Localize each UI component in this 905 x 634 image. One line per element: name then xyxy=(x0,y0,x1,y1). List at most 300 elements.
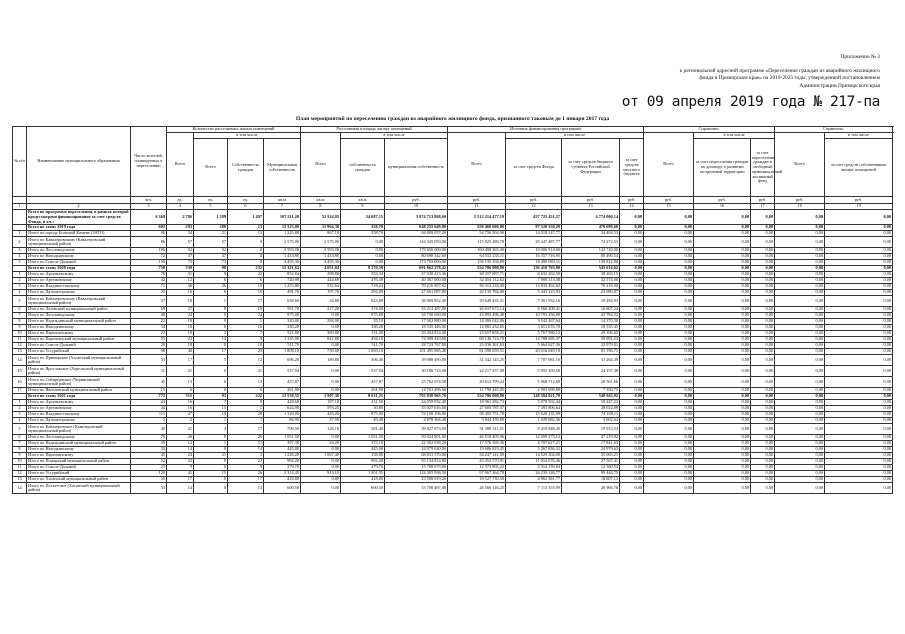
value-cell: 44 xyxy=(131,400,167,406)
col-area-total: Всего xyxy=(301,133,341,197)
municipality-name: Итого по Артемовскому xyxy=(27,406,131,412)
value-cell: 3 542 467,64 xyxy=(506,319,562,325)
municipality-name: Итого по Находкинскому xyxy=(27,447,131,453)
value-cell: 52 524,05 xyxy=(301,210,341,225)
value-cell: 0,00 xyxy=(825,355,893,366)
value-cell: 537,94 xyxy=(264,366,301,377)
row-number: 6 xyxy=(13,307,27,313)
value-cell: 0,00 xyxy=(620,272,644,278)
value-cell: 0,00 xyxy=(825,412,893,418)
col-area-citizens: собственность граждан xyxy=(341,139,385,197)
value-cell: 0,00 xyxy=(620,483,644,494)
value-cell: 623,80 xyxy=(341,296,385,307)
value-cell: 548 943,92 xyxy=(562,394,620,400)
value-cell: 0,00 xyxy=(825,296,893,307)
value-cell: 15 700 679,80 xyxy=(385,465,448,471)
value-cell: 369,80 xyxy=(301,331,341,337)
value-cell: 0 xyxy=(194,366,228,377)
value-cell: 12 373 905,22 xyxy=(448,465,506,471)
value-cell: 0,00 xyxy=(825,231,893,237)
value-cell: 37,50 xyxy=(301,418,341,424)
value-cell: 1 xyxy=(194,418,228,424)
value-cell: 33 214 487,80 xyxy=(385,307,448,313)
value-cell: 0,00 xyxy=(775,418,825,424)
value-cell: 532,64 xyxy=(301,284,341,290)
value-cell: 1 320,20 xyxy=(264,412,301,418)
value-cell: 0,00 xyxy=(694,237,751,248)
value-cell: 1 xyxy=(228,319,264,325)
value-cell: 25 702 074,58 xyxy=(385,377,448,388)
value-cell: 3 xyxy=(194,331,228,337)
value-cell: 0,00 xyxy=(694,248,751,254)
value-cell: 17 xyxy=(167,355,194,366)
value-cell: 60 140 723,70 xyxy=(448,337,506,343)
col-rooms-total-incl: Всего xyxy=(194,139,228,197)
value-cell: 0,00 xyxy=(620,210,644,225)
value-cell: 0,00 xyxy=(644,400,694,406)
value-cell: 0,00 xyxy=(751,377,775,388)
value-cell: 30 196 723,96 xyxy=(385,366,448,377)
value-cell: 0,00 xyxy=(825,272,893,278)
value-cell: 648 255 649,80 xyxy=(385,225,448,231)
value-cell: 5 974 713 868,60 xyxy=(385,210,448,225)
value-cell: 0,00 xyxy=(644,459,694,465)
appendix-line: к региональной адресной программе «Переселение граждан из аварийного жилищного xyxy=(679,68,880,75)
value-cell: 0,00 xyxy=(825,406,893,412)
value-cell: 0,00 xyxy=(775,331,825,337)
col-ref2-total: Всего xyxy=(775,133,825,197)
value-cell: 0,00 xyxy=(644,349,694,355)
value-cell: 444,69 xyxy=(301,278,341,284)
group-reference-1: Справочно: xyxy=(644,127,775,133)
value-cell: 545 614,62 xyxy=(562,266,620,272)
value-cell: 24 979,63 xyxy=(562,447,620,453)
value-cell: 0,00 xyxy=(825,290,893,296)
value-cell: 1 301,35 xyxy=(341,471,385,477)
table-row xyxy=(13,377,893,388)
value-cell: 1 067,40 xyxy=(301,453,341,459)
value-cell: 0,00 xyxy=(775,483,825,494)
value-cell: 28 022,09 xyxy=(562,406,620,412)
municipality-name: Итого по Хасанский муниципальный район xyxy=(27,477,131,483)
value-cell: 26 xyxy=(228,471,264,477)
municipality-name: Всего по этапу 2020 года xyxy=(27,266,131,272)
value-cell: 0,00 xyxy=(620,435,644,441)
value-cell: 10 xyxy=(167,331,194,337)
value-cell: 196 xyxy=(131,248,167,254)
value-cell: 0 xyxy=(194,377,228,388)
appendix-line: фонда в Приморском крае» на 2019-2025 годы, утвержденной постановлением xyxy=(699,75,880,82)
value-cell: 15 xyxy=(131,388,167,394)
row-number: 9 xyxy=(13,453,27,459)
value-cell: 1 433,90 xyxy=(301,254,341,260)
value-cell: 86,90 xyxy=(264,418,301,424)
value-cell: 17 841,63 xyxy=(562,441,620,447)
value-cell: 0,00 xyxy=(301,343,341,349)
value-cell: 0,00 xyxy=(644,296,694,307)
value-cell: 0,00 xyxy=(694,349,751,355)
value-cell: 21 xyxy=(228,366,264,377)
municipality-name: Итого по Владивостокскому xyxy=(27,412,131,418)
municipality-name: Итого по Кавалеровскому (Кавалеровский муниципальный район) xyxy=(27,296,131,307)
group-rooms: Количество расселяемых жилых помещений xyxy=(167,127,301,133)
value-cell: 12 xyxy=(228,355,264,366)
value-cell: 26 xyxy=(167,435,194,441)
col-n: № п/п xyxy=(13,127,27,197)
value-cell: 4 051,04 xyxy=(301,266,341,272)
column-index-cell: 17 xyxy=(751,204,775,210)
value-cell: 81 398 659,51 xyxy=(448,349,506,355)
value-cell: 179 650 000,00 xyxy=(385,248,448,254)
value-cell: 0,00 xyxy=(694,388,751,394)
row-number: 9 xyxy=(13,325,27,331)
value-cell: 0,00 xyxy=(751,260,775,266)
value-cell: 35 027 616,00 xyxy=(385,406,448,412)
value-cell: 0,00 xyxy=(825,349,893,355)
group-finance: Источник финансирования программы xyxy=(448,127,644,133)
value-cell: 31 388 311,01 xyxy=(448,424,506,435)
value-cell: 0,00 xyxy=(644,447,694,453)
row-number: 2 xyxy=(13,406,27,412)
value-cell: 0,00 xyxy=(825,441,893,447)
value-cell: 0,00 xyxy=(775,313,825,319)
col-ref2-a: за счет средств собственников жилых помещений xyxy=(825,139,893,197)
value-cell: 13 xyxy=(167,377,194,388)
value-cell: 22 979,01 xyxy=(562,343,620,349)
value-cell: 0,00 xyxy=(775,465,825,471)
municipality-name: Итого по Партизанскому xyxy=(27,453,131,459)
column-index-cell: 5 xyxy=(194,204,228,210)
value-cell: 0,00 xyxy=(620,325,644,331)
value-cell: 9 xyxy=(194,319,228,325)
municipality-name: Итого по Ярославское (Хорольский муниципальный район) xyxy=(27,366,131,377)
value-cell: 22 xyxy=(131,319,167,325)
value-cell: 1 xyxy=(194,441,228,447)
value-cell: 197,70 xyxy=(301,290,341,296)
value-cell: 0,00 xyxy=(644,453,694,459)
value-cell: 0,00 xyxy=(775,412,825,418)
value-cell: 32 454 112,62 xyxy=(448,278,506,284)
value-cell: 19 247,23 xyxy=(562,400,620,406)
value-cell: 80 698 342,60 xyxy=(385,254,448,260)
group-reference-2: Справочно: xyxy=(775,127,893,133)
value-cell: 0,00 xyxy=(775,459,825,465)
value-cell: 0,00 xyxy=(644,266,694,272)
value-cell: 0,00 xyxy=(620,394,644,400)
value-cell: 3 xyxy=(228,453,264,459)
value-cell: 197,10 xyxy=(301,400,341,406)
value-cell: 0,00 xyxy=(644,313,694,319)
value-cell: 0,00 xyxy=(825,447,893,453)
value-cell: 0,00 xyxy=(694,343,751,349)
value-cell: 115 025 289,70 xyxy=(448,237,506,248)
value-cell: 39 080 490,80 xyxy=(385,355,448,366)
value-cell: 3 593,00 xyxy=(301,248,341,254)
value-cell: 0,00 xyxy=(644,325,694,331)
value-cell: 0 xyxy=(194,483,228,494)
value-cell: 0,00 xyxy=(775,366,825,377)
col-rooms-citizens: Собственность граждан xyxy=(228,139,264,197)
finance-incl: в том числе xyxy=(506,133,644,139)
value-cell: 2 786 xyxy=(167,210,194,225)
value-cell: 0,00 xyxy=(694,465,751,471)
value-cell: 2 903 698,80 xyxy=(506,388,562,394)
value-cell: 120 xyxy=(131,471,167,477)
value-cell: 5 443 223,93 xyxy=(506,290,562,296)
row-number: 7 xyxy=(13,313,27,319)
value-cell: 10 xyxy=(228,284,264,290)
value-cell: 0,00 xyxy=(694,471,751,477)
row-number: 17 xyxy=(13,388,27,394)
value-cell: 0,00 xyxy=(825,435,893,441)
value-cell: 0,00 xyxy=(620,424,644,435)
value-cell: 47 xyxy=(167,412,194,418)
value-cell: 315 xyxy=(167,394,194,400)
value-cell: 12 459 275,12 xyxy=(506,435,562,441)
value-cell: 491,70 xyxy=(264,290,301,296)
value-cell: 0,00 xyxy=(825,483,893,494)
value-cell: 35,10 xyxy=(341,319,385,325)
value-cell: 1 xyxy=(194,296,228,307)
value-cell: 0,00 xyxy=(620,260,644,266)
value-cell: 0 xyxy=(194,343,228,349)
value-cell: 550 468 600,00 xyxy=(448,225,506,231)
value-cell: 581,40 xyxy=(341,424,385,435)
value-cell: 16 xyxy=(167,325,194,331)
value-cell: 0,00 xyxy=(644,210,694,225)
value-cell: 151,20 xyxy=(341,331,385,337)
row-number: 12 xyxy=(13,343,27,349)
value-cell: 0,00 xyxy=(644,465,694,471)
value-cell: 18 484,93 xyxy=(562,296,620,307)
value-cell: 0,00 xyxy=(694,307,751,313)
value-cell: 14 xyxy=(167,447,194,453)
value-cell: 1 226,20 xyxy=(264,453,301,459)
value-cell: 12 560,54 xyxy=(562,465,620,471)
value-cell: 0,00 xyxy=(644,412,694,418)
value-cell: 0,00 xyxy=(694,441,751,447)
value-cell: 5 xyxy=(194,355,228,366)
value-cell: 0,00 xyxy=(775,231,825,237)
value-cell: 0,00 xyxy=(620,296,644,307)
value-cell: 17 962 880,00 xyxy=(385,319,448,325)
value-cell: 12 321,63 xyxy=(264,266,301,272)
value-cell: 293 xyxy=(167,225,194,231)
value-cell: 4 xyxy=(194,424,228,435)
value-cell: 156 135 104,89 xyxy=(448,260,506,266)
value-cell: 537,94 xyxy=(341,366,385,377)
value-cell: 26 xyxy=(194,284,228,290)
value-cell: 0,00 xyxy=(775,406,825,412)
value-cell: 26 966,76 xyxy=(562,483,620,494)
value-cell: 0,00 xyxy=(644,406,694,412)
value-cell: 0,00 xyxy=(620,465,644,471)
value-cell: 1 069,10 xyxy=(341,349,385,355)
value-cell: 14 701 496,60 xyxy=(385,388,448,394)
value-cell: 718,24 xyxy=(341,284,385,290)
value-cell: 29 649 435,31 xyxy=(448,296,506,307)
value-cell: 0,00 xyxy=(751,366,775,377)
value-cell: 20 016 049,18 xyxy=(506,349,562,355)
row-number: 12 xyxy=(13,471,27,477)
value-cell: 279,70 xyxy=(264,465,301,471)
value-cell: 2 xyxy=(167,418,194,424)
value-cell: 15 628 235,99 xyxy=(506,412,562,418)
value-cell: 217,20 xyxy=(301,307,341,313)
value-cell: 494,10 xyxy=(341,337,385,343)
row-number: 2 xyxy=(13,237,27,248)
value-cell: 0,00 xyxy=(775,307,825,313)
row-number: 8 xyxy=(13,319,27,325)
value-cell: 0,00 xyxy=(301,377,341,388)
value-cell: 0,00 xyxy=(751,465,775,471)
value-cell: 37 xyxy=(131,296,167,307)
value-cell: 18 535,45 xyxy=(562,325,620,331)
value-cell: 22 xyxy=(228,459,264,465)
value-cell: 174 765 000,00 xyxy=(385,260,448,266)
value-cell: 4 878 366,40 xyxy=(385,418,448,424)
value-cell: 34,80 xyxy=(301,296,341,307)
value-cell: 24 217 457,08 xyxy=(448,366,506,377)
value-cell: 45 xyxy=(131,453,167,459)
value-cell: 521,00 xyxy=(264,331,301,337)
value-cell: 6 xyxy=(194,290,228,296)
row-number: 4 xyxy=(13,418,27,424)
table-row xyxy=(13,483,893,494)
value-cell: 86 xyxy=(131,237,167,248)
plan-table-body xyxy=(13,210,893,494)
unit-cell: руб. xyxy=(562,197,620,204)
value-cell: 0,00 xyxy=(825,465,893,471)
value-cell: 0,00 xyxy=(825,331,893,337)
value-cell: 107 211,20 xyxy=(264,210,301,225)
value-cell: 21 xyxy=(167,366,194,377)
col-ref1-total: Всего xyxy=(644,133,694,197)
value-cell: 36 969 852,40 xyxy=(385,296,448,307)
unit-cell: кв.м xyxy=(301,197,341,204)
value-cell: 1 289 xyxy=(194,210,228,225)
value-cell: 445,00 xyxy=(264,447,301,453)
municipality-name: Итого по Яковлевский муниципальный район xyxy=(27,388,131,394)
value-cell: 97 967 364,78 xyxy=(448,471,506,477)
value-cell: 0,00 xyxy=(694,254,751,260)
value-cell: 40 467 000,00 xyxy=(385,278,448,284)
value-cell: 0,00 xyxy=(775,319,825,325)
row-number: 1 xyxy=(13,231,27,237)
value-cell: 33 xyxy=(131,483,167,494)
value-cell: 0,00 xyxy=(775,377,825,388)
value-cell: 0,00 xyxy=(775,272,825,278)
value-cell: 23 508 919,20 xyxy=(385,477,448,483)
column-index-cell: 15 xyxy=(644,204,694,210)
row-number: 10 xyxy=(13,459,27,465)
value-cell: 0,00 xyxy=(644,290,694,296)
value-cell: 9 xyxy=(228,400,264,406)
value-cell: 0,00 xyxy=(644,471,694,477)
column-index-cell: 16 xyxy=(694,204,751,210)
value-cell: 24 xyxy=(167,453,194,459)
value-cell: 553,34 xyxy=(341,272,385,278)
value-cell: 0,00 xyxy=(620,331,644,337)
value-cell: 0,00 xyxy=(341,237,385,248)
appendix-header xyxy=(610,54,880,90)
value-cell: 0,00 xyxy=(694,483,751,494)
value-cell: 27 605 787,37 xyxy=(448,406,506,412)
value-cell: 0,00 xyxy=(825,394,893,400)
value-cell: 279,70 xyxy=(341,465,385,471)
value-cell: 43 784,52 xyxy=(562,313,620,319)
value-cell: 18 527 730,50 xyxy=(448,477,506,483)
value-cell: 0,00 xyxy=(751,477,775,483)
value-cell: 33 708 467,00 xyxy=(385,483,448,494)
value-cell: 1 225,80 xyxy=(264,231,301,237)
row-number: 15 xyxy=(13,366,27,377)
value-cell: 0,00 xyxy=(751,225,775,231)
value-cell: 0 xyxy=(194,388,228,394)
row-number: 3 xyxy=(13,284,27,290)
value-cell: 982,20 xyxy=(341,459,385,465)
value-cell: 0 xyxy=(228,260,264,266)
value-cell: 0,00 xyxy=(751,483,775,494)
table-row xyxy=(13,296,893,307)
value-cell: 0,00 xyxy=(301,435,341,441)
value-cell: 298,80 xyxy=(301,272,341,278)
value-cell: 0,00 xyxy=(751,237,775,248)
value-cell: 158 xyxy=(131,260,167,266)
value-cell: 19 xyxy=(194,412,228,418)
value-cell: 0,00 xyxy=(775,477,825,483)
value-cell: 691 662 278,42 xyxy=(385,266,448,272)
value-cell: 56 313 218,40 xyxy=(448,284,506,290)
value-cell: 330,20 xyxy=(264,325,301,331)
value-cell: 49 xyxy=(131,424,167,435)
value-cell: 294,00 xyxy=(341,290,385,296)
value-cell: 9 xyxy=(228,465,264,471)
value-cell: 0,00 xyxy=(301,459,341,465)
col-rooms-total: Всего xyxy=(167,133,194,197)
col-region: за счет средств бюджета субъекта Российской Федерации xyxy=(562,139,620,197)
value-cell: 74 989 410,60 xyxy=(385,337,448,343)
plan-title: План мероприятий по переселению граждан из аварийного жилищного фонда, признанного таковым до 1 января 2017 года xyxy=(295,116,610,122)
value-cell: 1 497 xyxy=(228,210,264,225)
value-cell: 93 xyxy=(194,394,228,400)
value-cell: 7 707 081,16 xyxy=(506,355,562,366)
value-cell: 14 xyxy=(228,483,264,494)
value-cell: 4 962 381,77 xyxy=(506,477,562,483)
value-cell: 0,00 xyxy=(694,477,751,483)
value-cell: 0,00 xyxy=(694,278,751,284)
value-cell: 0,00 xyxy=(644,337,694,343)
value-cell: 9 xyxy=(228,337,264,343)
value-cell: 98 xyxy=(194,266,228,272)
municipality-name: Итого по Пожарский муниципальный район xyxy=(27,459,131,465)
value-cell: 8 xyxy=(194,307,228,313)
value-cell: 602 xyxy=(131,225,167,231)
value-cell: 136 410 763,80 xyxy=(506,266,562,272)
value-cell: 43 452 570,91 xyxy=(448,459,506,465)
value-cell: 2 575,00 xyxy=(264,237,301,248)
group-area: Расселяемая площадь жилых помещений xyxy=(301,127,448,133)
value-cell: 31 xyxy=(167,272,194,278)
unit-cell: ед. xyxy=(228,197,264,204)
value-cell: 26 637 672,14 xyxy=(448,307,506,313)
value-cell: 29 xyxy=(131,343,167,349)
value-cell: 0,00 xyxy=(620,248,644,254)
column-index-cell: 8 xyxy=(301,204,341,210)
value-cell: 457,87 xyxy=(264,377,301,388)
value-cell: 0,00 xyxy=(751,313,775,319)
value-cell: 0,00 xyxy=(825,388,893,394)
